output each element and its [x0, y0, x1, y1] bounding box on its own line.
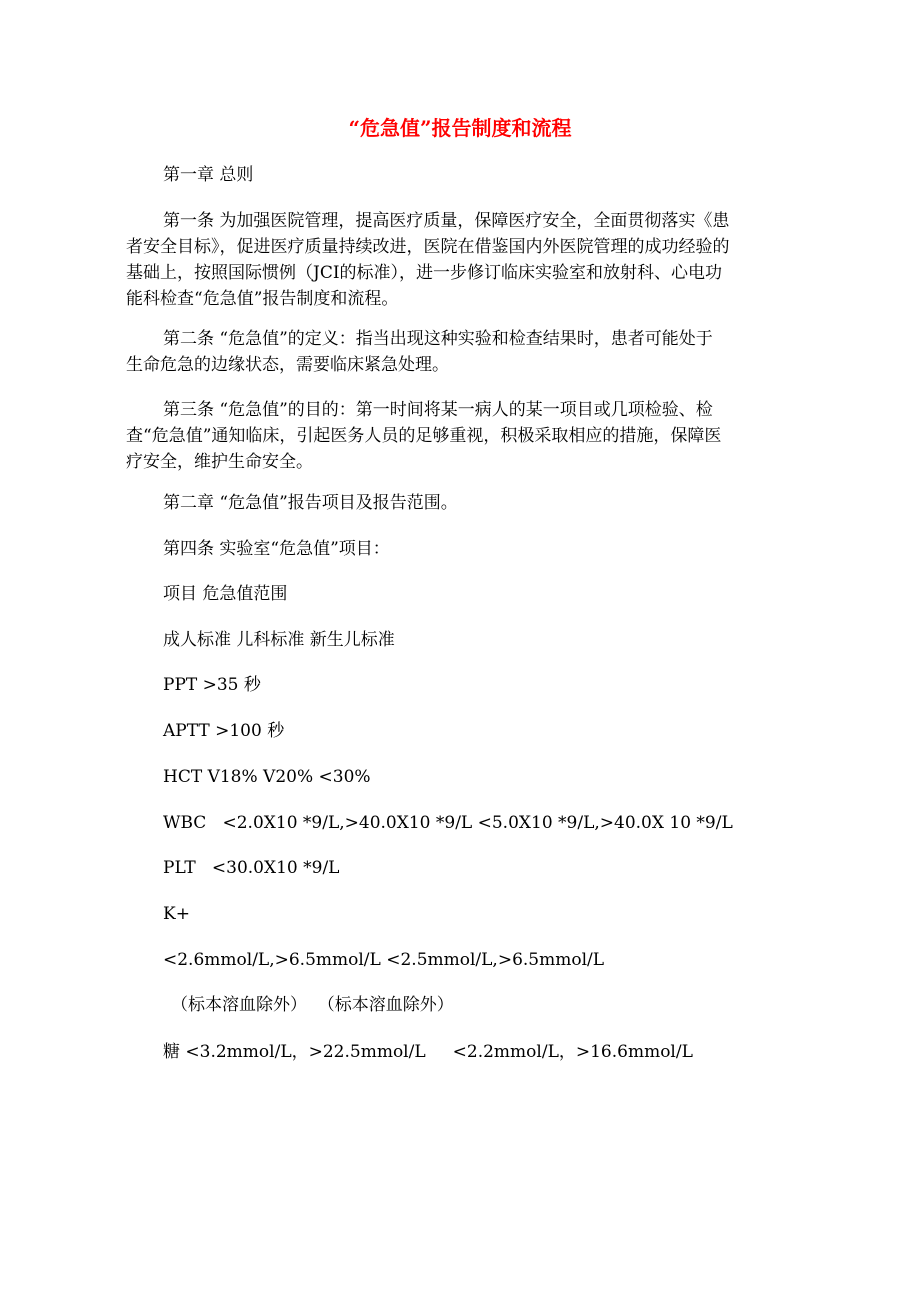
- table-row-hct: HCT V18% V20% <30%: [163, 767, 371, 787]
- article-1-line: 者安全目标》，促进医疗质量持续改进，医院在借鉴国内外医院管理的成功经验的: [126, 237, 730, 257]
- chapter-2-heading: 第二章 “危急值”报告项目及报告范围。: [163, 493, 458, 513]
- table-row-ppt: PPT >35 秒: [163, 675, 261, 695]
- table-row-glucose: 糖 <3.2mmol/L，>22.5mmol/L <2.2mmol/L，>16.6mmol/L: [163, 1042, 693, 1062]
- table-row-k: K+: [163, 904, 190, 924]
- document-title: “危急值”报告制度和流程: [348, 116, 572, 140]
- article-1: [126, 208, 794, 312]
- article-4-heading: 第四条 实验室“危急值”项目：: [163, 539, 390, 559]
- table-subheader: 成人标准 儿科标准 新生儿标准: [163, 630, 395, 650]
- article-2-line: 第二条 “危急值”的定义：指当出现这种实验和检查结果时，患者可能处于: [163, 329, 713, 349]
- table-row-aptt: APTT >100 秒: [163, 721, 285, 741]
- article-2-line: 生命危急的边缘状态，需要临床紧急处理。: [126, 355, 449, 375]
- article-3-line: 第三条 “危急值”的目的：第一时间将某一病人的某一项目或几项检验、检: [163, 400, 713, 420]
- article-2: [126, 326, 794, 378]
- table-row-wbc: WBC <2.0X10 *9/L,>40.0X10 *9/L <5.0X10 *9/L,>40.0X 10 *9/L: [163, 813, 733, 833]
- article-1-line: 能科检查“危急值”报告制度和流程。: [126, 289, 399, 309]
- article-3-line: 查“危急值”通知临床，引起医务人员的足够重视，积极采取相应的措施，保障医: [126, 426, 722, 446]
- table-row-hemolysis-note: （标本溶血除外） （标本溶血除外）: [171, 995, 454, 1015]
- chapter-1-heading: 第一章 总则: [163, 165, 254, 185]
- article-3: [126, 397, 794, 475]
- article-1-line: 基础上，按照国际惯例（JCI的标准），进一步修订临床实验室和放射科、心电功: [126, 263, 723, 283]
- table-row-k-values: <2.6mmol/L,>6.5mmol/L <2.5mmol/L,>6.5mmol/L: [163, 950, 605, 970]
- table-header: 项目 危急值范围: [163, 584, 288, 604]
- article-1-line: 第一条 为加强医院管理，提高医疗质量，保障医疗安全，全面贯彻落实《患: [163, 211, 730, 231]
- table-row-plt: PLT <30.0X10 *9/L: [163, 858, 340, 878]
- article-3-line: 疗安全，维护生命安全。: [126, 452, 313, 472]
